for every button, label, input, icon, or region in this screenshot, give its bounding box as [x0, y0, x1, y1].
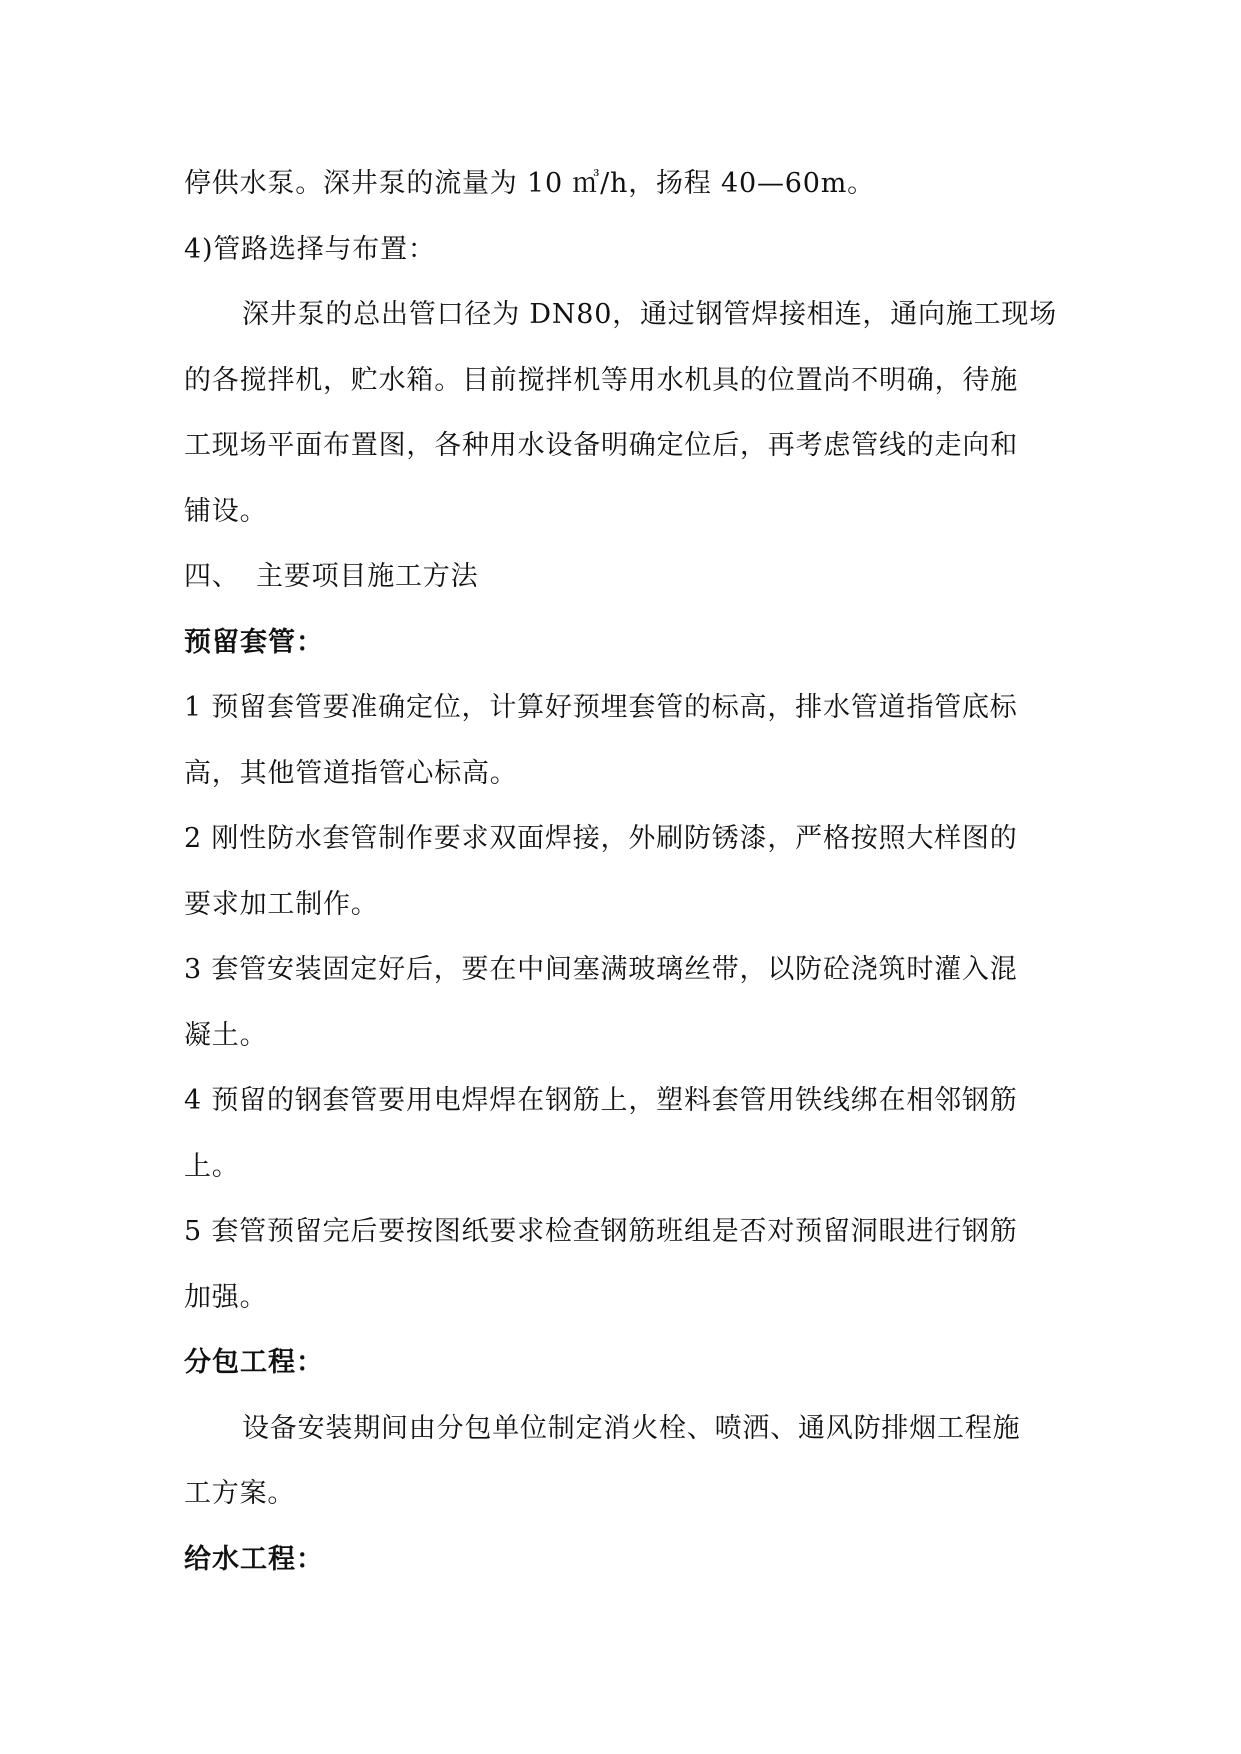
- paragraph-line: 工现场平面布置图，各种用水设备明确定位后，再考虑管线的走向和: [184, 430, 1018, 461]
- section-number: 四、: [184, 561, 240, 592]
- section-heading: [184, 559, 478, 595]
- heading-water-supply: 给水工程：: [184, 1544, 324, 1575]
- paragraph-line: 工方案。: [184, 1478, 296, 1509]
- list-item-line: 5 套管预留完后要按图纸要求检查钢筋班组是否对预留洞眼进行钢筋: [184, 1216, 1018, 1247]
- paragraph-line: 深井泵的总出管口径为 DN80，通过钢管焊接相连，通向施工现场: [242, 299, 1058, 330]
- list-item-line: 上。: [184, 1151, 240, 1182]
- list-item-line: 要求加工制作。: [184, 889, 379, 920]
- heading-subcontract: 分包工程：: [184, 1347, 324, 1378]
- heading-sleeves: 预留套管：: [184, 627, 324, 658]
- section-title: 主要项目施工方法: [256, 561, 479, 592]
- list-item-line: 4 预留的钢套管要用电焊焊在钢筋上，塑料套管用铁线绑在相邻钢筋: [184, 1085, 1018, 1116]
- paragraph-line: 停供水泵。深井泵的流量为 10 ㎥/h，扬程 40—60m。: [184, 168, 875, 199]
- subheading-pipeline: 4)管路选择与布置：: [184, 234, 436, 265]
- paragraph-line: 的各搅拌机，贮水箱。目前搅拌机等用水机具的位置尚不明确，待施: [184, 365, 1018, 396]
- list-item-line: 2 刚性防水套管制作要求双面焊接，外刷防锈漆，严格按照大样图的: [184, 823, 1018, 854]
- paragraph-line: 设备安装期间由分包单位制定消火栓、喷洒、通风防排烟工程施: [242, 1413, 1021, 1444]
- list-item-line: 高，其他管道指管心标高。: [184, 758, 518, 789]
- list-item-line: 3 套管安装固定好后，要在中间塞满玻璃丝带，以防砼浇筑时灌入混: [184, 954, 1018, 985]
- list-item-line: 凝土。: [184, 1020, 268, 1051]
- paragraph-line: 铺设。: [184, 496, 268, 527]
- list-item-line: 1 预留套管要准确定位，计算好预埋套管的标高，排水管道指管底标: [184, 692, 1018, 723]
- list-item-line: 加强。: [184, 1282, 268, 1313]
